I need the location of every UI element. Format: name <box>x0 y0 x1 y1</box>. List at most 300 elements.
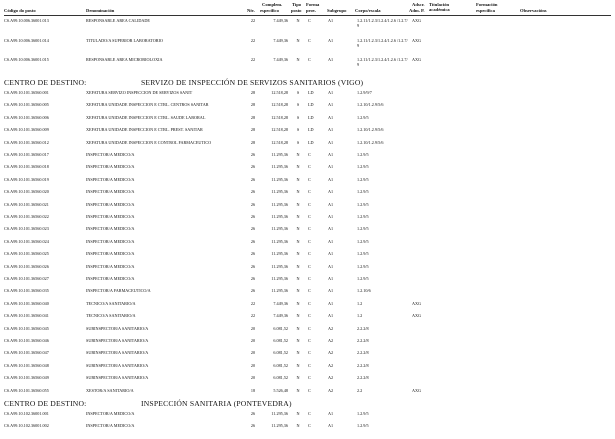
cell-denominacion: TÉCNICO/A SANITARIO/A <box>86 314 136 319</box>
header-complem-top: Complem. <box>262 2 283 7</box>
cell-adscr: AXG <box>412 38 422 43</box>
cell-tipo: S <box>296 127 300 133</box>
cell-nivel: 26 <box>250 189 256 195</box>
cell-forma: C <box>308 325 311 331</box>
cell-codigo: CS.A99.10.101.36560.001 <box>4 90 49 95</box>
cell-complemento: 11.295,36 <box>271 152 288 157</box>
cell-forma: C <box>308 288 311 294</box>
cell-subgrupo: A1 <box>328 288 334 294</box>
cell-subgrupo: A1 <box>328 176 334 182</box>
cell-subgrupo: A1 <box>328 214 334 219</box>
cell-corpo: 1.2.11/1.2.3/1.2.4/1.2.6 /1.2.7/9 <box>357 57 408 67</box>
cell-complemento: 11.295,36 <box>271 288 288 294</box>
cell-complemento: 12.518,28 <box>271 114 288 120</box>
cell-tipo: N <box>296 276 300 281</box>
cell-nivel: 26 <box>250 201 256 207</box>
cell-denominacion: SUBINSPECTOR/A SANITARIO/A <box>86 339 149 343</box>
header-tipo-top: Tipo <box>292 2 302 7</box>
cell-corpo: 1.2.9/5 <box>357 251 369 257</box>
cell-denominacion: RESPONSABLE ÁREA MICROBIOLOXÍA <box>86 58 163 62</box>
cell-denominacion: XEFATURA UNIDADE INSPECCIÓN E CTRL. CENTROS SANITAR <box>86 103 209 108</box>
cell-codigo: CS.A99.10.101.36560.017 <box>4 152 49 157</box>
cell-codigo: CS.A99.10.101.36560.041 <box>4 313 49 319</box>
section-heading-pontevedra <box>4 399 292 408</box>
cell-corpo: 1.2.9/5 <box>357 189 369 195</box>
cell-tipo: N <box>296 338 300 343</box>
cell-complemento: 11.295,36 <box>271 238 288 244</box>
table-row <box>0 153 615 161</box>
cell-subgrupo: A1 <box>328 251 334 257</box>
cell-nivel: 26 <box>250 263 256 269</box>
cell-tipo: S <box>296 90 300 95</box>
cell-forma: LD <box>308 102 314 108</box>
cell-corpo: 1.2.9/5 <box>357 214 369 219</box>
section-name: SERVIZO DE INSPECCIÓN DE SERVIZOS SANITARIOS (VIGO) <box>141 78 364 87</box>
cell-adscr: AXG <box>412 57 422 62</box>
cell-forma: C <box>308 338 311 343</box>
cell-forma: LD <box>308 90 314 95</box>
cell-denominacion: INSPECTOR/A MÉDICO/A <box>86 190 135 195</box>
cell-nivel: 26 <box>250 238 256 244</box>
table-row <box>0 364 615 372</box>
cell-complemento: 7.449,36 <box>273 57 288 62</box>
cell-codigo: CS.A99.10.102.36001.002 <box>4 423 49 428</box>
cell-corpo: 2.2.2/8 <box>357 350 369 356</box>
header-adscr-top: Adscr. <box>412 2 425 7</box>
cell-complemento: 6.081,52 <box>273 350 288 356</box>
cell-subgrupo: A1 <box>328 411 334 416</box>
cell-corpo: 1.2.9/9/7 <box>357 90 372 95</box>
cell-complemento: 11.295,36 <box>271 176 288 182</box>
cell-subgrupo: A1 <box>328 38 334 43</box>
cell-denominacion: XESTOR/A SANITARIO/A <box>86 388 134 393</box>
cell-tipo: N <box>296 350 300 356</box>
cell-complemento: 7.449,36 <box>273 38 288 43</box>
cell-complemento: 11.295,36 <box>271 276 288 281</box>
cell-denominacion: TITULADO/A SUPERIOR LABORATORIO <box>86 39 163 43</box>
cell-forma: LD <box>308 127 314 133</box>
cell-nivel: 20 <box>250 338 256 343</box>
cell-corpo: 2.2 <box>357 387 363 393</box>
cell-corpo: 1.2.9/5 <box>357 176 369 182</box>
cell-nivel: 26 <box>250 411 256 416</box>
cell-forma: C <box>308 152 311 157</box>
cell-complemento: 11.295,36 <box>271 214 288 219</box>
cell-codigo: CS.A99.10.101.36560.005 <box>4 102 49 108</box>
cell-codigo: CS.A99.10.101.36560.020 <box>4 189 49 195</box>
cell-codigo: CS.A99.10.006.36001.013 <box>4 18 49 23</box>
cell-denominacion: INSPECTOR/A FARMACÉUTICO/A <box>86 289 151 294</box>
header-forma-bottom: prov. <box>306 8 316 13</box>
cell-tipo: N <box>296 423 300 428</box>
cell-nivel: 20 <box>250 375 256 381</box>
cell-complemento: 11.295,36 <box>271 251 288 257</box>
cell-tipo: N <box>296 226 300 232</box>
section-heading-vigo <box>4 78 363 87</box>
cell-forma: C <box>308 238 311 244</box>
cell-corpo: 1.2.9/5 <box>357 276 369 281</box>
cell-denominacion: INSPECTOR/A MÉDICO/A <box>86 177 135 182</box>
cell-denominacion: INSPECTOR/A MÉDICO/A <box>86 277 135 281</box>
cell-corpo: 1.2.9/5 <box>357 201 369 207</box>
cell-codigo: CS.A99.10.101.36560.026 <box>4 263 49 269</box>
cell-corpo: 1.2.10/1.2.9/5/6 <box>357 139 384 145</box>
cell-tipo: N <box>296 176 300 182</box>
cell-denominacion: INSPECTOR/A MÉDICO/A <box>86 153 135 157</box>
cell-codigo: CS.A99.10.101.36560.046 <box>4 338 49 343</box>
cell-complemento: 6.081,52 <box>273 362 288 368</box>
header-titulacion: Titulación académica <box>429 2 450 13</box>
cell-nivel: 26 <box>250 214 256 219</box>
cell-tipo: N <box>296 251 300 257</box>
cell-corpo: 1.2.9/5 <box>357 411 369 416</box>
cell-adscr: AXG <box>412 313 422 319</box>
cell-complemento: 6.081,52 <box>273 325 288 331</box>
cell-complemento: 7.449,36 <box>273 300 288 306</box>
cell-nivel: 26 <box>250 164 256 170</box>
cell-forma: LD <box>308 114 314 120</box>
cell-tipo: N <box>296 313 300 319</box>
table-row <box>0 165 615 173</box>
cell-subgrupo: A2 <box>328 338 334 343</box>
cell-tipo: N <box>296 201 300 207</box>
cell-forma: C <box>308 375 311 381</box>
cell-denominacion: INSPECTOR/A MÉDICO/A <box>86 424 135 428</box>
cell-codigo: CS.A99.10.006.36001.015 <box>4 57 49 62</box>
cell-tipo: N <box>296 263 300 269</box>
cell-complemento: 12.518,28 <box>271 102 288 108</box>
cell-subgrupo: A1 <box>328 152 334 157</box>
cell-forma: C <box>308 263 311 269</box>
cell-subgrupo: A1 <box>328 201 334 207</box>
cell-complemento: 11.295,36 <box>271 411 288 416</box>
cell-subgrupo: A1 <box>328 164 334 170</box>
cell-corpo: 1.2.10/6 <box>357 288 371 294</box>
cell-subgrupo: A1 <box>328 189 334 195</box>
cell-nivel: 20 <box>250 325 256 331</box>
table-row <box>0 91 615 99</box>
header-codigo: Código do posto <box>4 8 36 13</box>
cell-corpo: 2.2.2/8 <box>357 375 369 381</box>
cell-codigo: CS.A99.10.101.36560.055 <box>4 387 49 393</box>
cell-forma: C <box>308 18 311 23</box>
cell-tipo: N <box>296 38 300 43</box>
cell-nivel: 26 <box>250 423 256 428</box>
cell-corpo: 1.2.9/5 <box>357 226 369 232</box>
cell-codigo: CS.A99.10.101.36560.048 <box>4 362 49 368</box>
cell-corpo: 1.2.9/5 <box>357 238 369 244</box>
table-row <box>0 178 615 186</box>
cell-tipo: N <box>296 300 300 306</box>
cell-nivel: 28 <box>250 127 256 133</box>
cell-complemento: 6.081,52 <box>273 338 288 343</box>
cell-codigo: CS.A99.10.101.36560.024 <box>4 238 49 244</box>
cell-codigo: CS.A99.10.102.36001.001 <box>4 411 49 416</box>
table-row <box>0 203 615 211</box>
cell-denominacion: INSPECTOR/A MÉDICO/A <box>86 239 135 244</box>
cell-denominacion: INSPECTOR/A MÉDICO/A <box>86 227 135 232</box>
cell-subgrupo: A2 <box>328 375 334 381</box>
cell-adscr: AXG <box>412 387 422 393</box>
cell-tipo: N <box>296 325 300 331</box>
header-formacion-top: Formación <box>476 2 498 7</box>
cell-forma: C <box>308 201 311 207</box>
table-row <box>0 376 615 384</box>
cell-subgrupo: A1 <box>328 263 334 269</box>
cell-forma: C <box>308 214 311 219</box>
cell-complemento: 12.518,28 <box>271 127 288 133</box>
cell-corpo: 2.2.2/8 <box>357 325 369 331</box>
table-row <box>0 339 615 347</box>
cell-nivel: 20 <box>250 350 256 356</box>
cell-nivel: 28 <box>250 90 256 95</box>
cell-tipo: N <box>296 375 300 381</box>
table-row <box>0 327 615 335</box>
cell-denominacion: INSPECTOR/A MÉDICO/A <box>86 412 135 416</box>
cell-forma: C <box>308 189 311 195</box>
cell-forma: C <box>308 362 311 368</box>
cell-forma: C <box>308 411 311 416</box>
cell-subgrupo: A1 <box>328 127 334 133</box>
cell-complemento: 12.518,28 <box>271 90 288 95</box>
cell-corpo: 1.2.10/1.2.9/5/6 <box>357 102 384 108</box>
table-row <box>0 302 615 310</box>
header-corpo: Corpo/escala <box>355 8 381 13</box>
cell-denominacion: XEFATURA UNIDADE INSPECCIÓN E CTRL. SAÚDE LABORAL <box>86 115 206 120</box>
cell-corpo: 1.2.9/5 <box>357 114 369 120</box>
cell-nivel: 28 <box>250 102 256 108</box>
cell-tipo: N <box>296 238 300 244</box>
cell-subgrupo: A1 <box>328 313 334 319</box>
cell-corpo: 1.2.9/5 <box>357 423 369 428</box>
section-label: CENTRO DE DESTINO: <box>4 78 87 87</box>
cell-complemento: 11.295,36 <box>271 263 288 269</box>
table-row <box>0 277 615 285</box>
cell-nivel: 20 <box>250 362 256 368</box>
table-row <box>0 215 615 223</box>
cell-denominacion: SUBINSPECTOR/A SANITARIO/A <box>86 363 149 368</box>
table-row <box>0 58 615 66</box>
table-row <box>0 424 615 432</box>
cell-complemento: 7.449,36 <box>273 313 288 319</box>
cell-forma: C <box>308 276 311 281</box>
cell-subgrupo: A1 <box>328 114 334 120</box>
cell-subgrupo: A2 <box>328 362 334 368</box>
cell-denominacion: XEFATURA SERVIZO INSPECCIÓN DE SERVIZOS SANIT <box>86 91 193 95</box>
cell-nivel: 26 <box>250 276 256 281</box>
cell-tipo: S <box>296 102 300 108</box>
cell-nivel: 26 <box>250 226 256 232</box>
cell-corpo: 1.2.10/1.2.9/5/6 <box>357 127 384 133</box>
cell-subgrupo: A1 <box>328 57 334 62</box>
cell-codigo: CS.A99.10.101.36560.045 <box>4 325 49 331</box>
cell-nivel: 26 <box>250 288 256 294</box>
cell-codigo: CS.A99.10.101.36560.023 <box>4 226 49 232</box>
cell-complemento: 12.518,28 <box>271 139 288 145</box>
cell-forma: C <box>308 164 311 170</box>
header-tipo-bottom: posto <box>291 8 302 13</box>
cell-nivel: 26 <box>250 176 256 182</box>
header-denominacion: Denominación <box>86 8 115 13</box>
table-row <box>0 252 615 260</box>
table-row <box>0 128 615 136</box>
cell-codigo: CS.A99.10.101.36560.012 <box>4 139 49 145</box>
cell-corpo: 1.2 <box>357 300 363 306</box>
cell-forma: C <box>308 176 311 182</box>
cell-codigo: CS.A99.10.101.36560.049 <box>4 375 49 381</box>
cell-forma: C <box>308 226 311 232</box>
cell-tipo: N <box>296 164 300 170</box>
table-row <box>0 19 615 27</box>
cell-forma: C <box>308 387 311 393</box>
cell-tipo: N <box>296 57 300 62</box>
cell-subgrupo: A1 <box>328 102 334 108</box>
cell-codigo: CS.A99.10.101.36560.047 <box>4 350 49 356</box>
cell-corpo: 2.2.2/8 <box>357 362 369 368</box>
header-rule <box>4 15 611 16</box>
cell-denominacion: RESPONSABLE ÁREA CALIDADE <box>86 19 150 23</box>
header-formacion-bottom: específica <box>476 8 495 13</box>
table-row <box>0 389 615 397</box>
cell-complemento: 7.449,36 <box>273 18 288 23</box>
cell-subgrupo: A1 <box>328 18 334 23</box>
cell-denominacion: SUBINSPECTOR/A SANITARIO/A <box>86 351 149 356</box>
cell-forma: C <box>308 57 311 62</box>
cell-codigo: CS.A99.10.101.36560.006 <box>4 114 49 120</box>
header-forma-top: Forma <box>306 2 320 7</box>
cell-corpo: 1.2.11/1.2.3/1.2.4/1.2.6 /1.2.7/9 <box>357 38 408 48</box>
cell-subgrupo: A1 <box>328 139 334 145</box>
cell-nivel: 22 <box>250 313 256 319</box>
cell-tipo: N <box>296 387 300 393</box>
cell-nivel: 28 <box>250 114 256 120</box>
cell-codigo: CS.A99.10.101.36560.025 <box>4 251 49 257</box>
table-row <box>0 240 615 248</box>
table-row <box>0 103 615 111</box>
cell-codigo: CS.A99.10.101.36560.019 <box>4 176 49 182</box>
cell-nivel: 26 <box>250 251 256 257</box>
cell-subgrupo: A2 <box>328 387 334 393</box>
cell-tipo: N <box>296 189 300 195</box>
cell-nivel: 22 <box>250 300 256 306</box>
cell-subgrupo: A1 <box>328 423 334 428</box>
cell-codigo: CS.A99.10.101.36560.022 <box>4 214 49 219</box>
cell-nivel: 28 <box>250 139 256 145</box>
cell-forma: C <box>308 300 311 306</box>
cell-forma: C <box>308 313 311 319</box>
cell-complemento: 5.526,48 <box>273 387 288 393</box>
cell-subgrupo: A1 <box>328 300 334 306</box>
cell-forma: C <box>308 251 311 257</box>
cell-subgrupo: A2 <box>328 350 334 356</box>
cell-nivel: 18 <box>250 387 256 393</box>
cell-codigo: CS.A99.10.101.36560.040 <box>4 300 49 306</box>
cell-denominacion: INSPECTOR/A MÉDICO/A <box>86 252 135 257</box>
cell-denominacion: INSPECTOR/A MÉDICO/A <box>86 264 135 269</box>
cell-codigo: CS.A99.10.101.36560.021 <box>4 201 49 207</box>
cell-denominacion: INSPECTOR/A MÉDICO/A <box>86 202 135 207</box>
cell-complemento: 11.295,36 <box>271 189 288 195</box>
cell-denominacion: INSPECTOR/A MÉDICO/A <box>86 165 135 170</box>
table-row <box>0 141 615 149</box>
cell-tipo: N <box>296 411 300 416</box>
table-row <box>0 265 615 273</box>
header-subgrupo: Subgrupo <box>327 8 347 13</box>
table-row <box>0 412 615 420</box>
cell-denominacion: SUBINSPECTOR/A SANITARIO/A <box>86 326 149 331</box>
table-row <box>0 289 615 297</box>
cell-nivel: 22 <box>250 57 256 62</box>
cell-denominacion: XEFATURA UNIDADE INSPECCIÓN E CTRL. PREST. SANITAR <box>86 128 203 133</box>
cell-complemento: 11.295,36 <box>271 164 288 170</box>
cell-complemento: 6.081,52 <box>273 375 288 381</box>
header-nivel: Nív. <box>247 8 255 13</box>
cell-tipo: N <box>296 18 300 23</box>
cell-denominacion: TÉCNICO/A SANITARIO/A <box>86 301 136 306</box>
cell-forma: LD <box>308 139 314 145</box>
cell-complemento: 11.295,36 <box>271 201 288 207</box>
cell-corpo: 1.2 <box>357 313 363 319</box>
cell-tipo: S <box>296 114 300 120</box>
cell-corpo: 1.2.9/5 <box>357 263 369 269</box>
table-row <box>0 116 615 124</box>
table-row <box>0 351 615 359</box>
cell-forma: C <box>308 423 311 428</box>
cell-complemento: 11.295,36 <box>271 226 288 232</box>
table-row <box>0 190 615 198</box>
cell-adscr: AXG <box>412 18 422 23</box>
section-label: CENTRO DE DESTINO: <box>4 399 87 408</box>
section-name: INSPECCIÓN SANITARIA (PONTEVEDRA) <box>141 399 292 408</box>
cell-subgrupo: A2 <box>328 325 334 331</box>
table-row <box>0 39 615 47</box>
header-complem-bottom: específico <box>260 8 279 13</box>
cell-tipo: N <box>296 288 300 294</box>
table-row <box>0 227 615 235</box>
cell-subgrupo: A1 <box>328 238 334 244</box>
cell-subgrupo: A1 <box>328 226 334 232</box>
table-row <box>0 314 615 322</box>
cell-corpo: 2.2.2/8 <box>357 338 369 343</box>
cell-corpo: 1.2.9/5 <box>357 152 369 157</box>
cell-denominacion: INSPECTOR/A MÉDICO/A <box>86 215 135 219</box>
cell-codigo: CS.A99.10.006.36001.014 <box>4 38 49 43</box>
cell-tipo: N <box>296 362 300 368</box>
cell-nivel: 26 <box>250 152 256 157</box>
cell-codigo: CS.A99.10.101.36560.018 <box>4 164 49 170</box>
cell-forma: C <box>308 38 311 43</box>
cell-codigo: CS.A99.10.101.36560.027 <box>4 276 49 281</box>
cell-complemento: 11.295,36 <box>271 423 288 428</box>
cell-denominacion: SUBINSPECTOR/A SANITARIO/A <box>86 376 149 381</box>
cell-codigo: CS.A99.10.101.36560.035 <box>4 288 49 294</box>
cell-tipo: N <box>296 152 300 157</box>
cell-subgrupo: A1 <box>328 90 334 95</box>
cell-corpo: 1.2.11/1.2.3/1.2.4/1.2.6 /1.2.7/9 <box>357 18 408 28</box>
header-adscr-bottom: Adm. P. <box>409 8 425 13</box>
cell-subgrupo: A1 <box>328 276 334 281</box>
cell-nivel: 22 <box>250 38 256 43</box>
cell-tipo: S <box>296 139 300 145</box>
cell-forma: C <box>308 350 311 356</box>
cell-nivel: 22 <box>250 18 256 23</box>
header-observacions: Observacións <box>520 8 547 13</box>
cell-corpo: 1.2.9/5 <box>357 164 369 170</box>
cell-codigo: CS.A99.10.101.36560.009 <box>4 127 49 133</box>
cell-denominacion: XEFATURA UNIDADE INSPECCIÓN E CONTROL FARMACÉUTICO <box>86 140 212 145</box>
cell-tipo: N <box>296 214 300 219</box>
cell-adscr: AXG <box>412 300 422 306</box>
